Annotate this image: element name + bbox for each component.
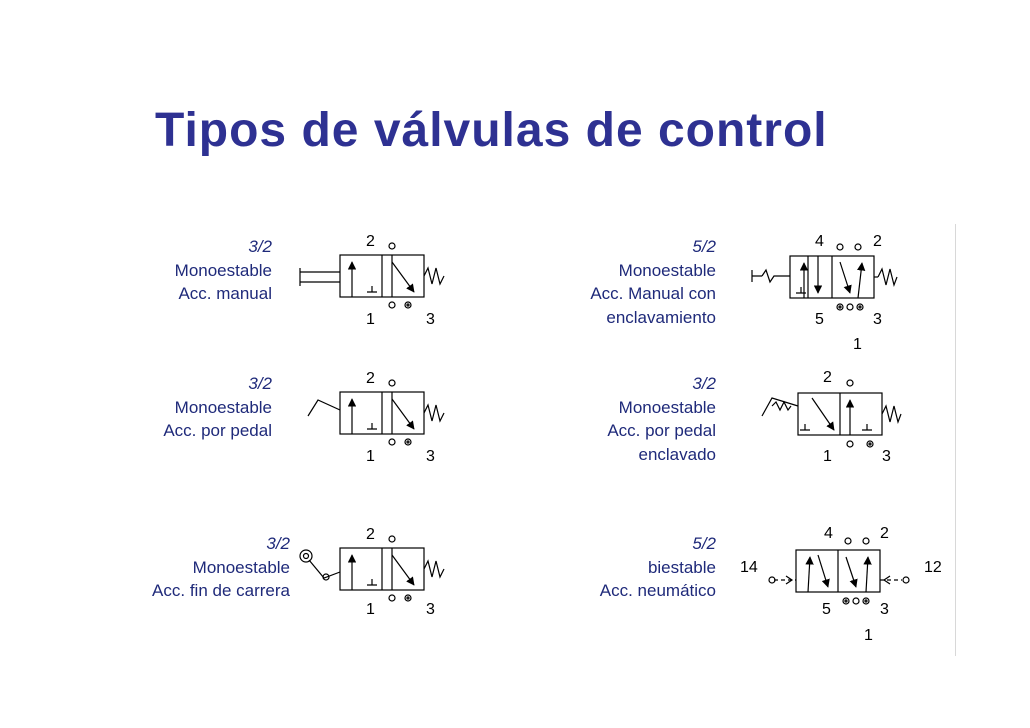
valve-symbol-v4 — [752, 244, 897, 310]
port-labels-v4 — [815, 233, 882, 353]
port-labels-v6 — [740, 525, 942, 644]
port-labels-v3 — [366, 526, 435, 618]
port-label: 3 — [426, 601, 435, 618]
port-labels-v5 — [823, 369, 891, 465]
port-label: 2 — [873, 233, 882, 250]
valve-type: 3/2 — [266, 534, 290, 553]
valve-actuation: Acc. por pedal — [607, 421, 716, 440]
port-label: 1 — [366, 601, 375, 618]
port-label: 14 — [740, 559, 758, 576]
valve-stability: Monoestable — [618, 260, 716, 280]
port-label: 3 — [880, 601, 889, 618]
valve-type: 3/2 — [692, 374, 716, 393]
valve-symbol-v3 — [300, 536, 444, 601]
valve-type: 3/2 — [248, 237, 272, 256]
valve-stability: Monoestable — [192, 557, 290, 577]
port-label: 1 — [366, 311, 375, 328]
port-label: 3 — [426, 311, 435, 328]
port-labels-v2 — [366, 370, 435, 465]
port-label: 5 — [822, 601, 831, 618]
valve-actuation: Acc. por pedal — [163, 421, 272, 440]
valve-actuation-extra: enclavado — [638, 444, 716, 464]
valve-stability: Monoestable — [174, 397, 272, 417]
port-label: 1 — [864, 627, 873, 644]
port-label: 12 — [924, 559, 942, 576]
page-title: Tipos de válvulas de control — [155, 104, 828, 157]
port-label: 1 — [366, 448, 375, 465]
valve-actuation: Acc. manual — [178, 284, 272, 303]
port-label: 2 — [366, 233, 375, 250]
port-label: 2 — [823, 369, 832, 386]
port-label: 2 — [366, 526, 375, 543]
valve-type: 3/2 — [248, 374, 272, 393]
valve-stability: biestable — [647, 557, 716, 577]
valve-symbol-v5 — [762, 380, 901, 447]
port-label: 1 — [853, 336, 862, 353]
valve-type: 5/2 — [692, 534, 716, 553]
port-label: 4 — [824, 525, 833, 542]
valve-symbol-v1 — [300, 243, 444, 308]
valve-stability: Monoestable — [174, 260, 272, 280]
valve-stability: Monoestable — [618, 397, 716, 417]
port-labels-v1 — [366, 233, 435, 328]
valve-actuation: Acc. Manual con — [590, 284, 716, 303]
port-label: 4 — [815, 233, 824, 250]
valve-symbol-v2 — [308, 380, 444, 445]
port-label: 2 — [366, 370, 375, 387]
port-label: 3 — [873, 311, 882, 328]
valve-symbol-v6 — [769, 538, 909, 604]
valve-actuation-extra: enclavamiento — [606, 307, 716, 327]
valve-type: 5/2 — [692, 237, 716, 256]
port-label: 2 — [880, 525, 889, 542]
port-label: 3 — [426, 448, 435, 465]
valve-actuation: Acc. neumático — [599, 581, 716, 600]
valve-actuation: Acc. fin de carrera — [152, 581, 290, 600]
port-label: 1 — [823, 448, 832, 465]
port-label: 3 — [882, 448, 891, 465]
port-label: 5 — [815, 311, 824, 328]
